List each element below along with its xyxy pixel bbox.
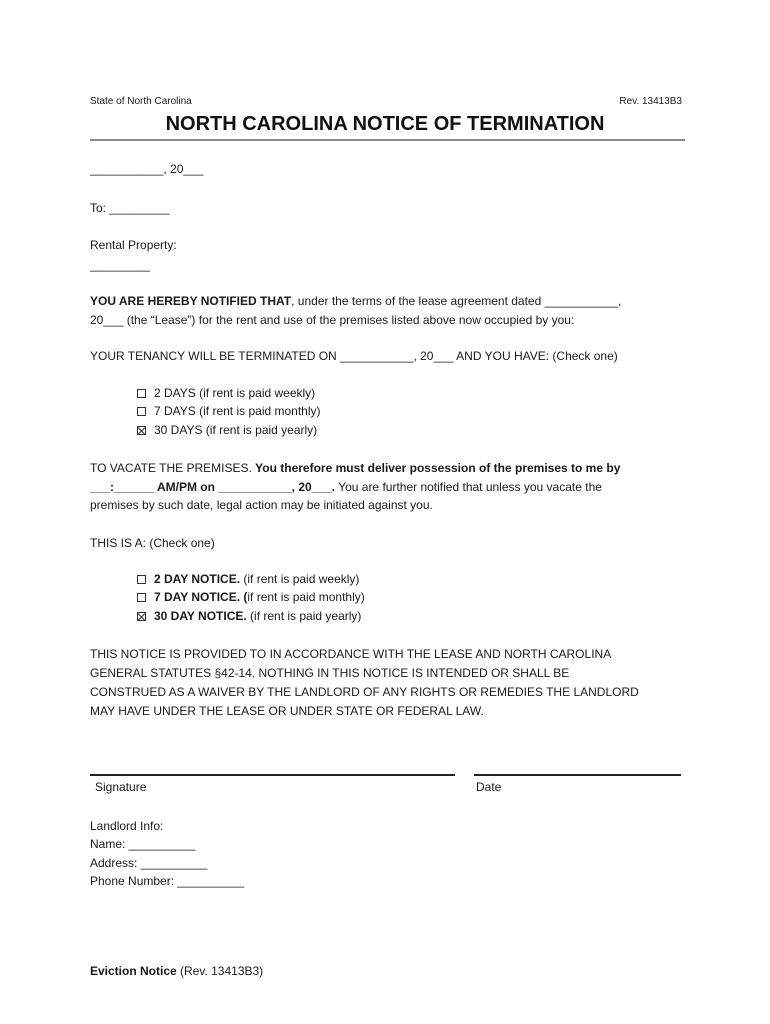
days-option-7[interactable] xyxy=(137,404,321,418)
notified-paragraph xyxy=(90,294,621,308)
notice-option-bold: 30 DAY NOTICE. xyxy=(154,609,247,623)
checkbox-icon[interactable] xyxy=(137,575,146,584)
vacate-line-3: premises by such date, legal action may be initiated against you. xyxy=(90,498,433,512)
statute-line-4: MAY HAVE UNDER THE LEASE OR UNDER STATE OR FEDERAL LAW. xyxy=(90,704,484,718)
landlord-info-heading: Landlord Info: xyxy=(90,819,164,833)
signature-label: Signature xyxy=(95,780,147,794)
notice-option-30-day[interactable] xyxy=(137,609,361,623)
statute-line-1: THIS NOTICE IS PROVIDED TO IN ACCORDANCE WITH THE LEASE AND NORTH CAROLINA xyxy=(90,647,612,661)
vacate-line-2 xyxy=(90,480,602,494)
footer-rest: (Rev. 13413B3) xyxy=(176,964,264,978)
vacate-rest-2: You are further notified that unless you vacate the xyxy=(335,480,602,494)
landlord-name-line: Name: __________ xyxy=(90,837,196,851)
vacate-bold-1: You therefore must deliver possession of the premises to me by xyxy=(255,461,621,475)
tenancy-line: YOUR TENANCY WILL BE TERMINATED ON ___________, 20___ AND YOU HAVE: (Check one) xyxy=(90,349,618,363)
days-option-label: 30 DAYS (if rent is paid yearly) xyxy=(154,423,318,437)
date-line: ___________, 20___ xyxy=(90,162,204,176)
vacate-line-1 xyxy=(90,461,620,475)
state-label: State of North Carolina xyxy=(90,96,192,107)
notified-bold: YOU ARE HEREBY NOTIFIED THAT xyxy=(90,294,292,308)
vacate-lead: TO VACATE THE PREMISES. xyxy=(90,461,256,475)
days-option-2[interactable] xyxy=(137,386,315,400)
footer-bold: Eviction Notice xyxy=(90,964,177,978)
this-is-a-label: THIS IS A: (Check one) xyxy=(90,536,215,550)
footer xyxy=(90,964,263,978)
statute-line-3: CONSTRUED AS A WAIVER BY THE LANDLORD OF ANY RIGHTS OR REMEDIES THE LANDLORD xyxy=(90,685,639,699)
checkbox-icon[interactable] xyxy=(137,389,146,398)
notified-line-2: 20___ (the “Lease”) for the rent and use of the premises listed above now occupied by you: xyxy=(90,313,575,327)
notice-option-7-day[interactable] xyxy=(137,590,365,604)
landlord-address-line: Address: __________ xyxy=(90,856,208,870)
rental-property-blank: _________ xyxy=(90,258,151,272)
checkbox-checked-icon[interactable] xyxy=(137,426,146,435)
title-underline xyxy=(90,139,685,141)
signature-line[interactable] xyxy=(90,774,455,776)
days-option-label: 2 DAYS (if rent is paid weekly) xyxy=(154,386,316,400)
statute-line-2: GENERAL STATUTES §42-14. NOTHING IN THIS NOTICE IS INTENDED OR SHALL BE xyxy=(90,666,570,680)
notice-option-2-day[interactable] xyxy=(137,572,359,586)
notice-option-bold: 2 DAY NOTICE. xyxy=(154,572,241,586)
vacate-bold-2: ___:______ AM/PM on ___________, 20___. xyxy=(90,480,336,494)
rental-property-label: Rental Property: xyxy=(90,238,177,252)
checkbox-checked-icon[interactable] xyxy=(137,612,146,621)
date-label: Date xyxy=(476,780,502,794)
days-option-label: 7 DAYS (if rent is paid monthly) xyxy=(154,404,321,418)
notice-option-rest: (if rent is paid yearly) xyxy=(246,609,362,623)
notice-option-rest: if rent is paid monthly) xyxy=(247,590,365,604)
date-signature-line[interactable] xyxy=(474,774,681,776)
landlord-phone-line: Phone Number: __________ xyxy=(90,874,245,888)
document-title: NORTH CAROLINA NOTICE OF TERMINATION xyxy=(165,113,605,135)
notified-rest: , under the terms of the lease agreement dated ___________, xyxy=(291,294,622,308)
days-option-30[interactable] xyxy=(137,423,317,437)
revision-label: Rev. 13413B3 xyxy=(619,96,682,107)
to-line: To: _________ xyxy=(90,201,170,215)
checkbox-icon[interactable] xyxy=(137,593,146,602)
notice-option-rest: (if rent is paid weekly) xyxy=(240,572,360,586)
checkbox-icon[interactable] xyxy=(137,407,146,416)
notice-option-bold: 7 DAY NOTICE. ( xyxy=(154,590,248,604)
